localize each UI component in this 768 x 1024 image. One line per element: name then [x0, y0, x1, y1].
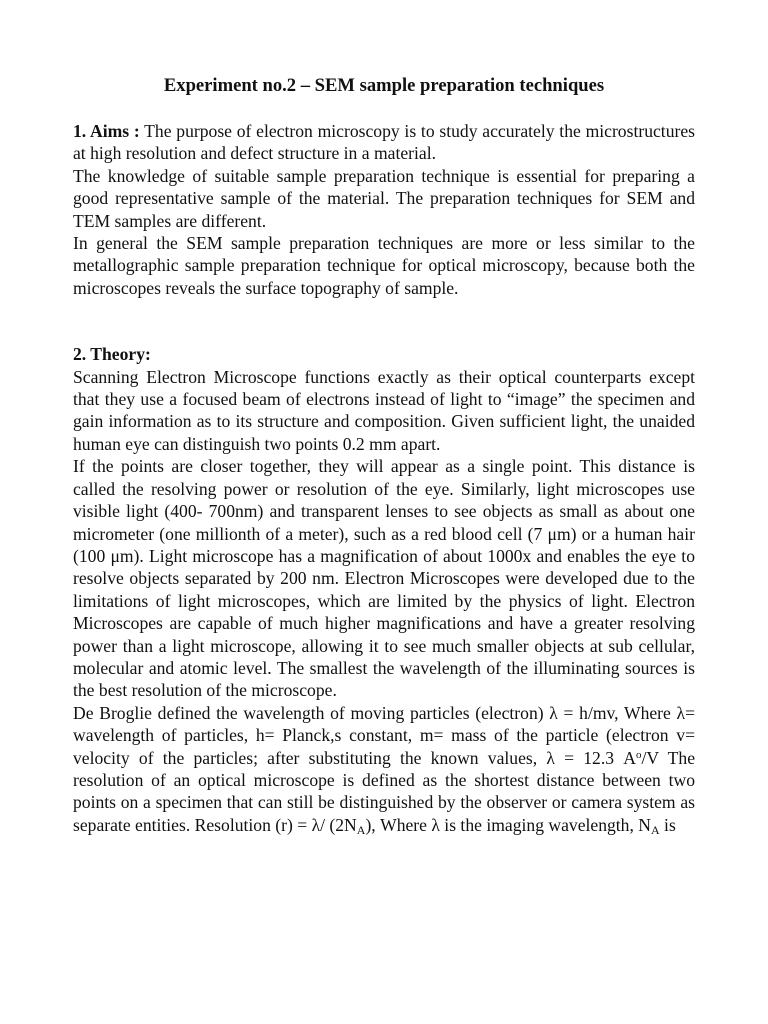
theory-text-3d: is — [659, 814, 676, 835]
na-subscript-1: A — [356, 822, 366, 837]
theory-section — [73, 343, 695, 836]
theory-text-3c: ), Where λ is the imaging wavelength, N — [365, 814, 651, 835]
na-subscript-2: A — [650, 822, 660, 837]
theory-text-3a: De Broglie defined the wavelength of moving particles (electron) λ = h/mv, Where λ= wavelength of particles, h= Planck,s constant, m= mass of the particle (electron v= velocity of the particles; after substituting the known values, λ = 12.3 A — [73, 702, 695, 768]
aims-paragraph-1 — [73, 120, 695, 165]
aims-paragraph-3: In general the SEM sample preparation techniques are more or less similar to the metallographic sample preparation technique for optical microscopy, because both the microscopes reveals the surface topography of sample. — [73, 233, 695, 298]
aims-text-1: The purpose of electron microscopy is to study accurately the microstructures at high resolution and defect structure in a material. — [73, 121, 696, 164]
theory-text-3b: /V The resolution of an optical microscope is defined as the shortest distance between two points on a specimen that can still be distinguished by the observer or camera system as separate entities. Resolution (r) = λ/ (2N — [73, 747, 695, 835]
aims-section — [73, 120, 695, 299]
aims-paragraph-2: The knowledge of suitable sample preparation technique is essential for preparing a good representative sample of the material. The preparation techniques for SEM and TEM samples are different. — [73, 165, 695, 231]
theory-paragraph-1: Scanning Electron Microscope functions exactly as their optical counterparts except that they use a focused beam of electrons instead of light to “image” the specimen and gain information as to its structure and composition. Given sufficient light, the unaided human eye can distinguish two points 0.2 mm apart. — [73, 366, 695, 454]
angstrom-superscript: o — [635, 748, 642, 761]
theory-heading: 2. Theory: — [73, 344, 151, 365]
aims-heading: 1. Aims : — [73, 121, 140, 141]
theory-paragraph-2: If the points are closer together, they will appear as a single point. This distance is called the resolving power or resolution of the eye. Similarly, light microscopes use visible light (400- 700nm) and transparent lenses to see objects as small as about one micrometer (one millionth of a meter), such as a red blood cell (7 μm) or a human hair (100 μm). Light microscope has a magnification of about 1000x and enables the eye to resolve objects separated by 200 nm. Electron Microscopes were developed due to the limitations of light microscopes, which are limited by the physics of light. Electron Microscopes are capable of much higher magnifications and have a greater resolving power than a light microscope, allowing it to see much smaller objects at sub cellular, molecular and atomic level. The smallest the wavelength of the illuminating sources is the best resolution of the microscope. — [73, 456, 695, 701]
theory-paragraph-3 — [73, 702, 695, 836]
document-title: Experiment no.2 – SEM sample preparation techniques — [163, 75, 605, 96]
